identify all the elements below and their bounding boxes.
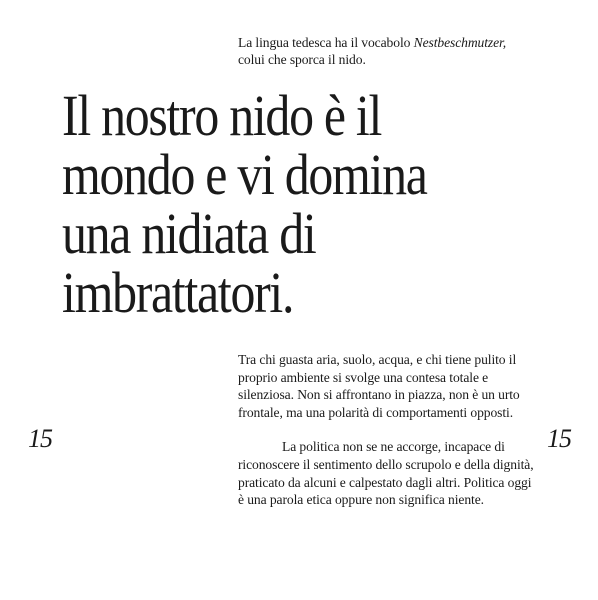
intro-line-2: colui che sporca il nido. [238, 52, 366, 67]
intro-text: La lingua tedesca ha il vocabolo [238, 35, 414, 50]
intro-note [238, 34, 558, 68]
intro-german-word: Nestbeschmutzer, [413, 35, 507, 50]
headline-line-4: imbrattatori. [62, 260, 294, 325]
headline-line-1: Il nostro nido è il [62, 83, 382, 148]
page-number-left: 15 [28, 424, 52, 453]
intro-line-1 [238, 35, 506, 50]
body-paragraph-1: Tra chi guasta aria, suolo, acqua, e chi tiene pulito il proprio ambiente si svolge una contesa totale e silenziosa. Non si affrontano in piazza, non è un urto frontale, ma una polarità di comportamenti opposti. [238, 352, 520, 420]
headline-line-3: una nidiata di [62, 201, 316, 266]
headline-line-2: mondo e vi domina [62, 142, 427, 207]
page-number-right: 15 [547, 424, 571, 453]
body-paragraph-2: La politica non se ne accorge, incapace di riconoscere il sentimento dello scrupolo e della dignità, praticato da alcuni e calpestato dagli altri. Politica oggi è una parola etica oppure non significa niente. [238, 439, 534, 508]
body-text [238, 351, 536, 509]
headline [62, 83, 492, 325]
